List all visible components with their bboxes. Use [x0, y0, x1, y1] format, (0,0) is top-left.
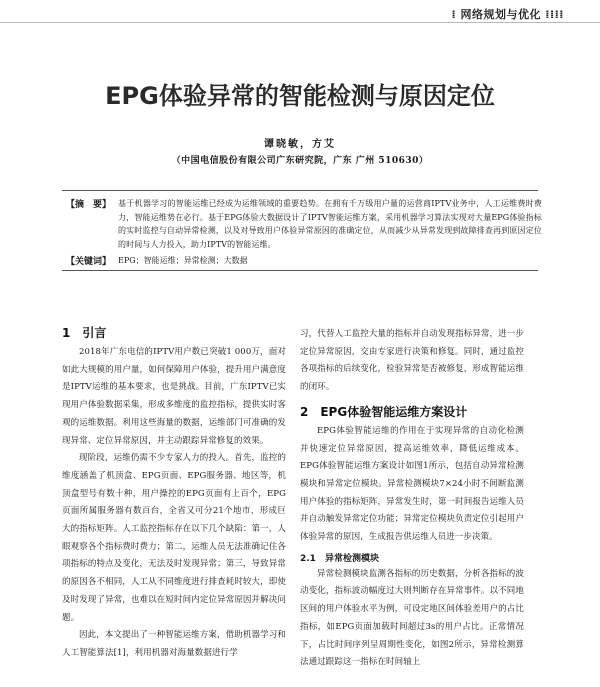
keywords-text: EPG；智能运维；异常检测；大数据 [118, 256, 248, 265]
right-column [300, 326, 524, 672]
section-1-heading: 1 引言 [62, 326, 107, 340]
article-authors: 谭晓敏，方艾 [264, 139, 336, 150]
intro-paragraph: 因此，本文提出了一种智能运维方案，借助机器学习和人工智能算法[1]，利用机器对海量数据进行学 [62, 630, 286, 658]
article-title: EPG体验异常的智能检测与原因定位 [105, 82, 495, 110]
abstract-label: 【摘 要】 [66, 200, 112, 210]
header-rule [0, 22, 600, 23]
keywords-label: 【关键词】 [66, 257, 112, 267]
abstract-top-rule [62, 190, 538, 191]
journal-section-header: ⁞ 网络规划与优化 ⁞⁞⁞⁞ [451, 8, 564, 21]
section-2-paragraph: EPG体验智能运维的作用在于实现异常的自动化检测并快速定位异常原因，提高运维效率，降低运维成本。EPG体验智能运维方案设计如图1所示，包括自动异常检测模块和异常定位模块。异常检测模块7×24小时不间断监测用户体验的指标矩阵，异常发生时，第一时间报告运维人员并自动触发异常定位功能；异常定位模块负责定位引起用户体验异常的原因，生成报告供运维人员进一步决策。 [300, 425, 524, 543]
intro-continuation: 习，代替人工监控大量的指标并自动发现指标异常，进一步定位异常原因，交由专家进行决策和修复。同时，通过监控各项指标的后续变化，检验异常是否被修复，形成智能运维的闭环。 [300, 329, 524, 393]
abstract-text: 基于机器学习的智能运维已经成为运维领域的重要趋势。在拥有千万级用户量的运营商IPTV业务中，人工运维费时费力，智能运维势在必行。基于EPG体验大数据设计了IPTV智能运维方案，采用机器学习算法实现对大量EPG体验指标的实时监控与自动异常检测，以及对导致用户体验异常原因的准确定位，从而减少从异常发现到故障排查再到原因定位的时间与人力投入，助力IPTV的智能运维。 [118, 199, 542, 249]
intro-paragraph: 2018年广东电信的IPTV用户数已突破1 000万，面对如此大规模的用户量，如何保障用户体验，提升用户满意度是IPTV运维的基本要求，也是挑战。目前，广东IPTV已实现用户体验数据采集，形成多维度的监控指标，提供实时客观的运维数据。利用这些海量的数据，运维部门可准确的发现异常、定位异常原因，并主动跟踪异常修复的效果。 [62, 347, 286, 446]
section-2-1-heading: 2.1 异常检测模块 [300, 553, 379, 564]
left-column [62, 324, 286, 663]
author-affiliation: （中国电信股份有限公司广东研究院，广东 广州 510630） [171, 156, 429, 166]
section-2-heading: 2 EPG体验智能运维方案设计 [300, 404, 468, 419]
abstract-bottom-rule [62, 270, 538, 271]
section-2-1-paragraph: 异常检测模块监测各指标的历史数据，分析各指标的波动变化，指标波动幅度过大则判断存在异常事件。以不同地区间的用户体验水平为例，可设定地区间体验差用户的占比指标，如EPG页面加载时间超过3s的用户占比。正常情况下，占比时间序列呈周期性变化，如图2所示，异常检测算法通过跟踪这一指标在时间轴上 [300, 568, 524, 668]
intro-paragraph: 现阶段，运维仍需不少专家人力的投入。首先，监控的维度涵盖了机顶盒、EPG页面、EPG服务器、地区等，机顶盒型号有数十种，用户操控的EPG页面有上百个，EPG页面所属服务器有数百台，全省又可分21个地市，形成巨大的指标矩阵。人工监控指标存在以下几个缺陷：第一，人眼观察各个指标费时费力；第二，运维人员无法准确记住各项指标的特点及变化，无法及时发现异常；第三，导致异常的原因各不相同，人工从不同维度进行排查耗时较大，即使及时发现了异常，也难以在短时间内定位异常原因并解决问题。 [62, 453, 286, 623]
